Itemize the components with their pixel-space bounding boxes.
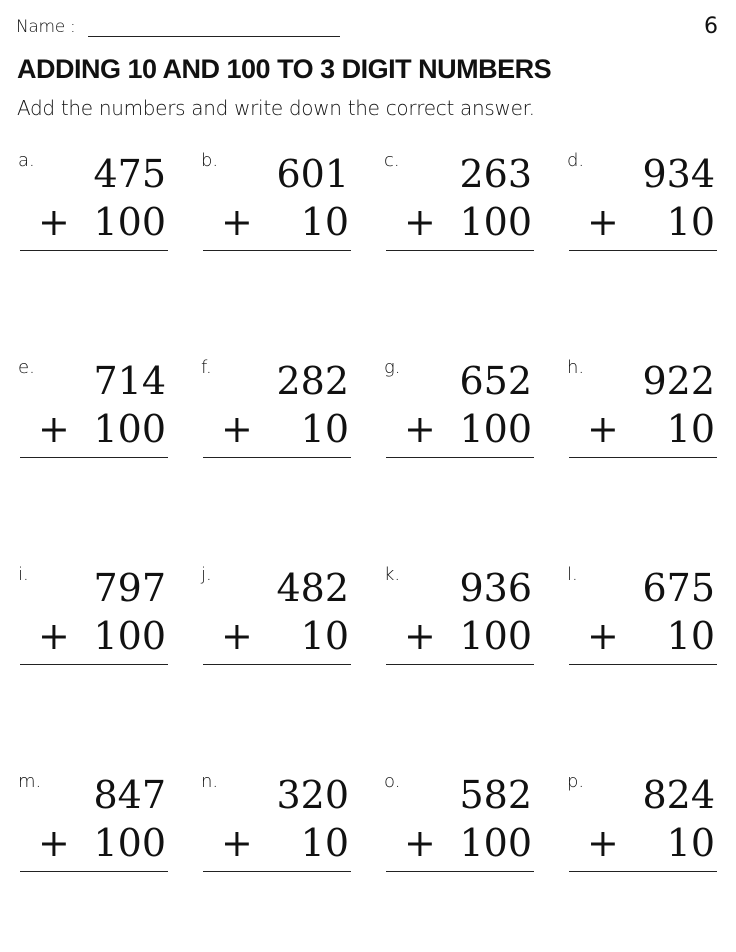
problem-letter: m. [18,771,42,792]
problem-bottom-number: 100 [93,200,166,244]
problem-bottom-number: 100 [93,407,166,451]
problem-top-number: 282 [276,359,349,403]
problem-k [382,564,532,674]
plus-sign: + [404,614,436,658]
problem-letter: p. [567,771,585,792]
problem-i [16,564,166,674]
problem-letter: i. [18,564,29,585]
answer-line[interactable] [386,457,534,458]
answer-line[interactable] [203,664,351,665]
answer-line[interactable] [569,457,717,458]
problem-letter: e. [18,357,35,378]
plus-sign: + [38,614,70,658]
answer-line[interactable] [20,871,168,872]
answer-line[interactable] [569,871,717,872]
problem-bottom-number: 10 [300,407,349,451]
problem-bottom-number: 100 [459,614,532,658]
problem-top-number: 320 [276,773,349,817]
plus-sign: + [404,407,436,451]
problem-letter: n. [201,771,219,792]
problem-letter: d. [567,150,585,171]
problem-bottom-number: 100 [93,821,166,865]
problem-letter: l. [567,564,578,585]
problem-l [565,564,715,674]
plus-sign: + [404,200,436,244]
answer-line[interactable] [203,457,351,458]
problem-top-number: 675 [642,566,715,610]
problem-b [199,150,349,260]
plus-sign: + [38,821,70,865]
problem-g [382,357,532,467]
problem-top-number: 475 [93,152,166,196]
problem-letter: h. [567,357,585,378]
problem-letter: a. [18,150,35,171]
plus-sign: + [587,407,619,451]
problem-letter: j. [201,564,212,585]
answer-line[interactable] [203,250,351,251]
problem-bottom-number: 10 [666,821,715,865]
problem-bottom-number: 100 [459,200,532,244]
answer-line[interactable] [20,250,168,251]
plus-sign: + [221,407,253,451]
problem-letter: c. [384,150,400,171]
plus-sign: + [221,614,253,658]
problem-top-number: 582 [459,773,532,817]
answer-line[interactable] [569,664,717,665]
problem-p [565,771,715,881]
problem-top-number: 934 [642,152,715,196]
problem-top-number: 847 [93,773,166,817]
problem-bottom-number: 10 [666,200,715,244]
problem-top-number: 936 [459,566,532,610]
worksheet-title: ADDING 10 AND 100 TO 3 DIGIT NUMBERS [17,54,552,84]
problem-letter: b. [201,150,219,171]
plus-sign: + [587,821,619,865]
problem-top-number: 714 [93,359,166,403]
answer-line[interactable] [386,250,534,251]
problem-top-number: 652 [459,359,532,403]
problem-n [199,771,349,881]
problem-top-number: 922 [642,359,715,403]
problem-o [382,771,532,881]
problem-letter: g. [384,357,401,378]
problem-bottom-number: 10 [300,200,349,244]
problem-bottom-number: 100 [459,821,532,865]
problem-a [16,150,166,260]
plus-sign: + [404,821,436,865]
answer-line[interactable] [203,871,351,872]
problem-letter: f. [201,357,212,378]
problem-bottom-number: 100 [459,407,532,451]
problem-c [382,150,532,260]
plus-sign: + [221,200,253,244]
problem-bottom-number: 10 [300,614,349,658]
plus-sign: + [38,200,70,244]
problem-top-number: 601 [276,152,349,196]
problem-d [565,150,715,260]
problem-bottom-number: 10 [300,821,349,865]
problem-m [16,771,166,881]
answer-line[interactable] [20,664,168,665]
problem-bottom-number: 10 [666,407,715,451]
problem-top-number: 797 [93,566,166,610]
problem-h [565,357,715,467]
answer-line[interactable] [386,664,534,665]
name-write-line[interactable] [88,36,340,37]
plus-sign: + [221,821,253,865]
worksheet-instructions: Add the numbers and write down the correct answer. [17,96,535,120]
problem-top-number: 263 [459,152,532,196]
problem-f [199,357,349,467]
page-number: 6 [704,14,718,39]
answer-line[interactable] [569,250,717,251]
plus-sign: + [587,614,619,658]
problem-bottom-number: 10 [666,614,715,658]
problem-e [16,357,166,467]
plus-sign: + [38,407,70,451]
problem-letter: k. [384,564,401,585]
answer-line[interactable] [386,871,534,872]
problem-bottom-number: 100 [93,614,166,658]
problem-top-number: 824 [642,773,715,817]
problem-top-number: 482 [276,566,349,610]
problem-j [199,564,349,674]
name-label: Name : [16,17,76,37]
problem-letter: o. [384,771,401,792]
plus-sign: + [587,200,619,244]
answer-line[interactable] [20,457,168,458]
